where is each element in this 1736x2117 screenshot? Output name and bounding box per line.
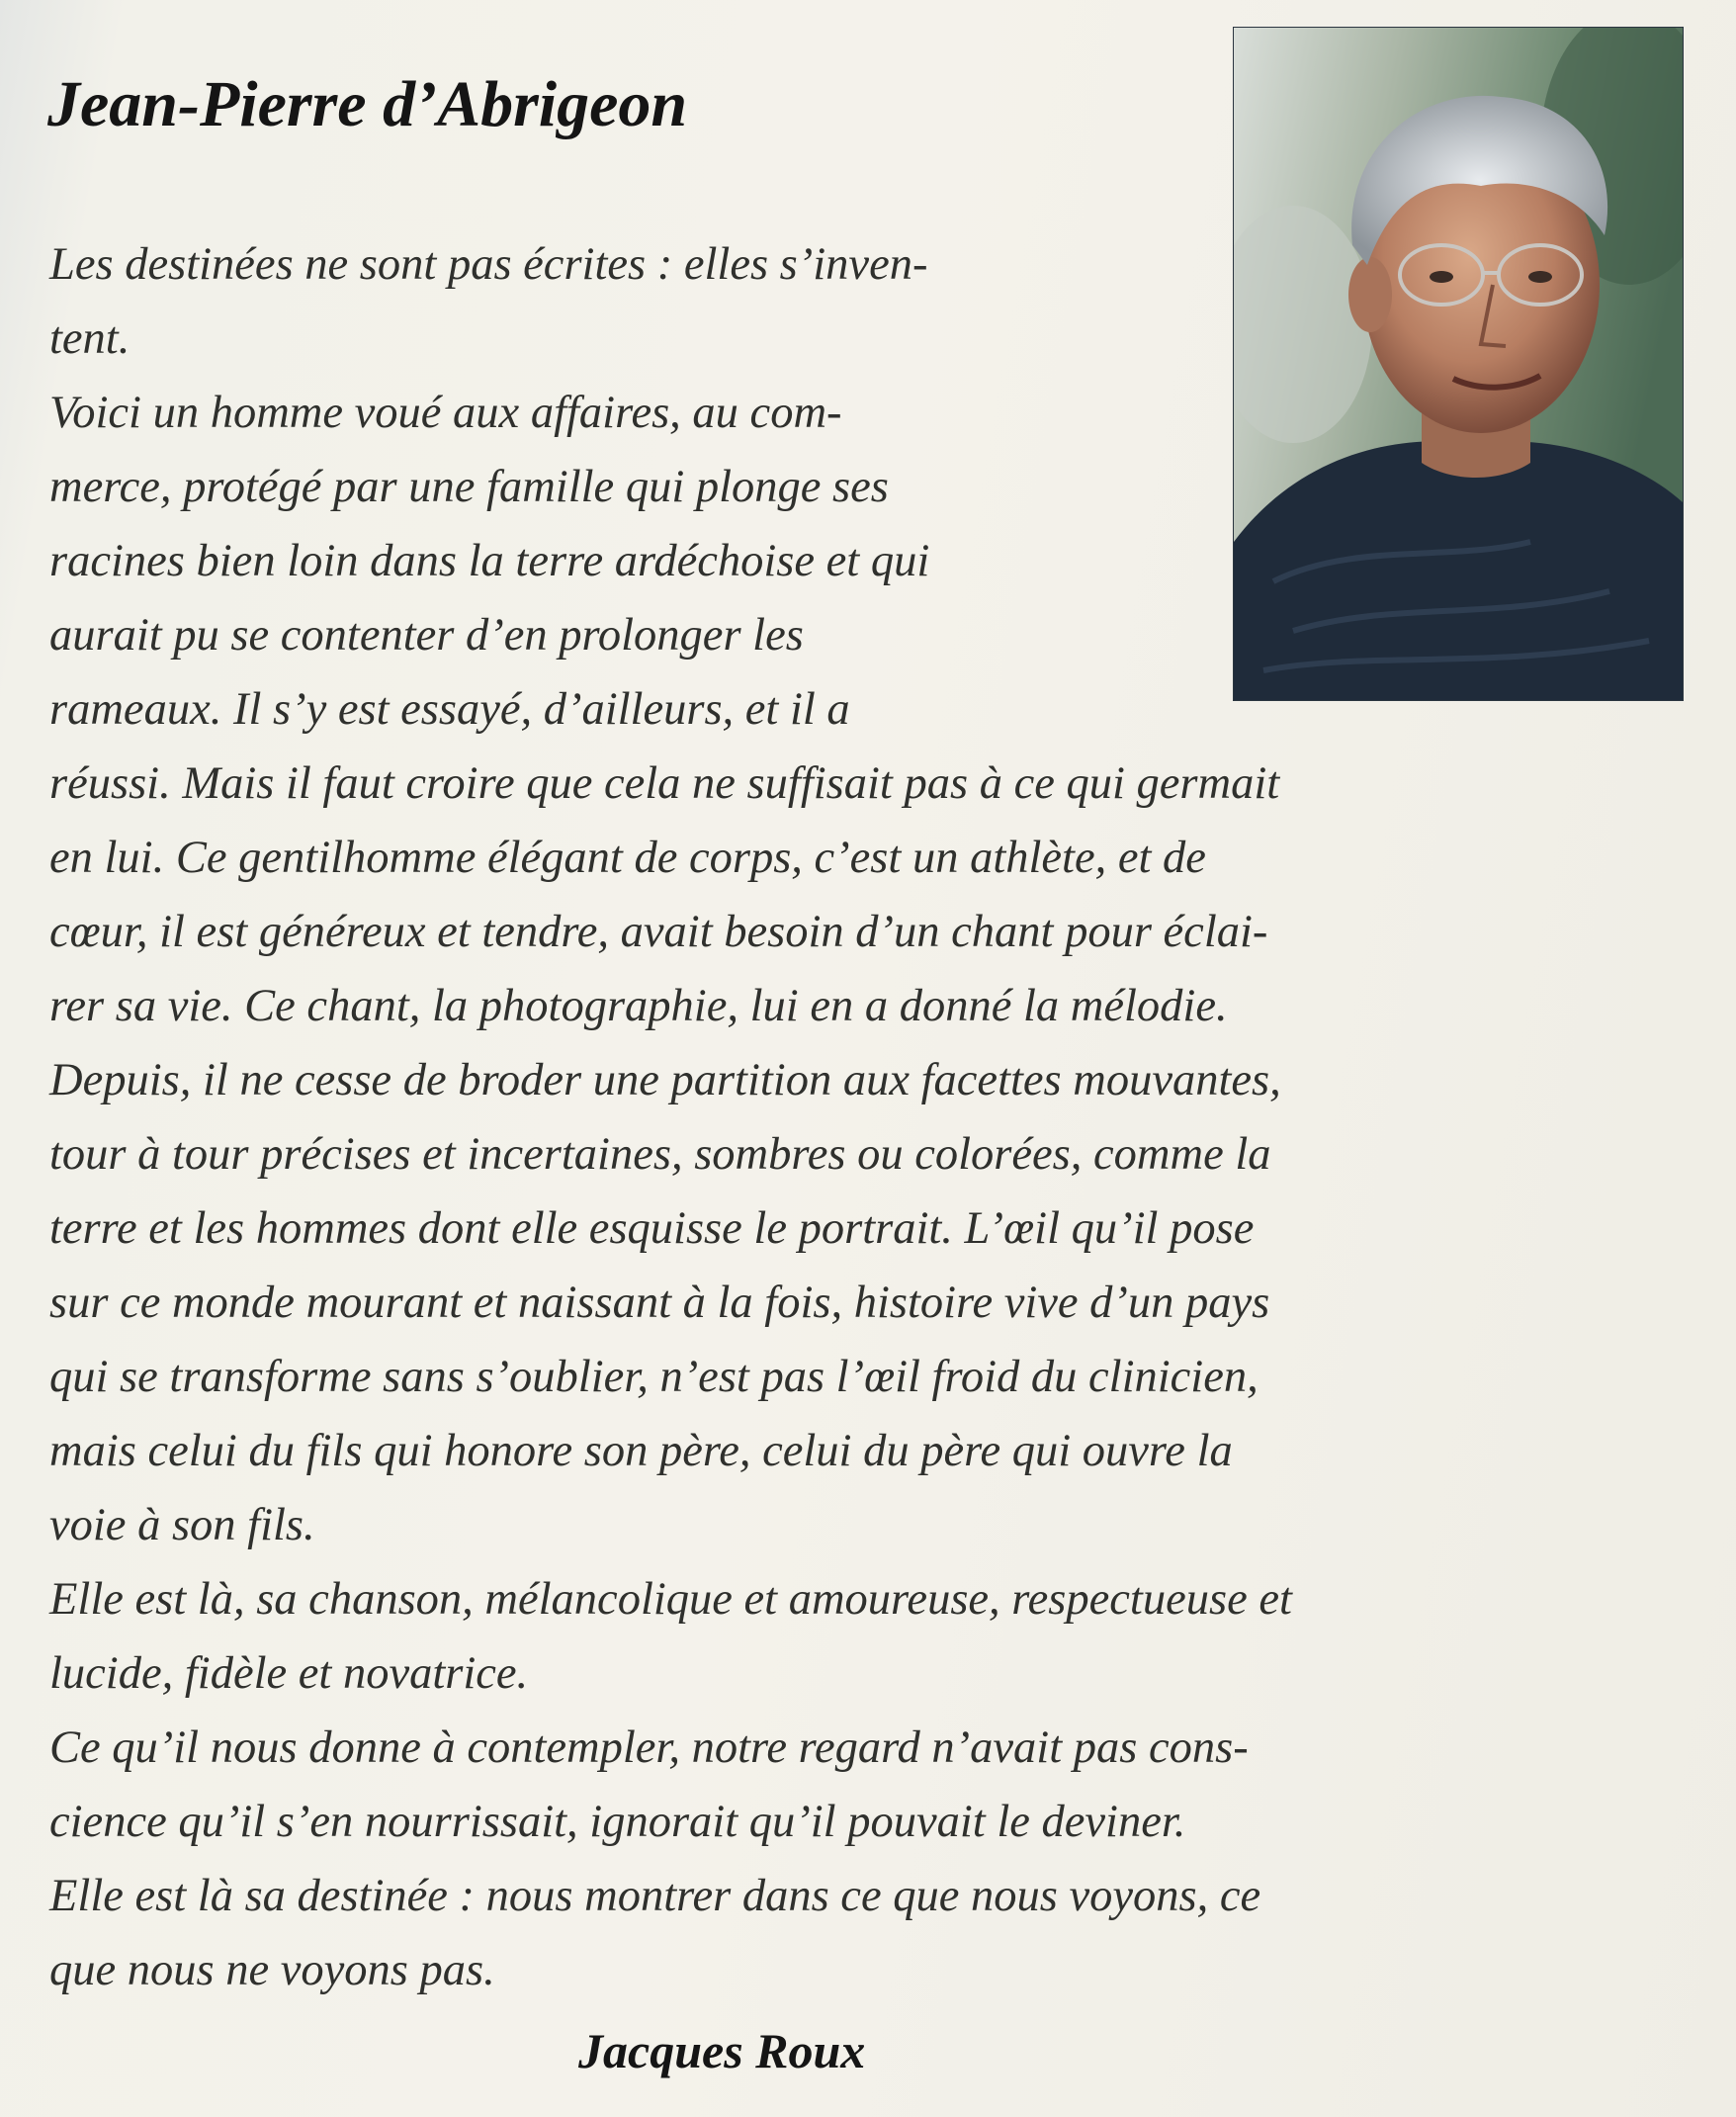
text-line: sur ce monde mourant et naissant à la fois, histoire vive d’un pays xyxy=(49,1278,1270,1328)
text-line: cience qu’il s’en nourrissait, ignorait qu’il pouvait le deviner. xyxy=(49,1797,1186,1847)
text-line: cœur, il est généreux et tendre, avait besoin d’un chant pour éclai- xyxy=(49,907,1268,957)
text-line: terre et les hommes dont elle esquisse le portrait. L’œil qu’il pose xyxy=(49,1203,1255,1254)
text-line: voie à son fils. xyxy=(49,1500,315,1550)
text-line: Voici un homme voué aux affaires, au com- xyxy=(49,388,842,438)
text-line: rer sa vie. Ce chant, la photographie, lui en a donné la mélodie. xyxy=(49,981,1228,1031)
text-line: merce, protégé par une famille qui plonge ses xyxy=(49,462,889,512)
text-line: Ce qu’il nous donne à contempler, notre regard n’avait pas cons- xyxy=(49,1722,1249,1773)
text-line: réussi. Mais il faut croire que cela ne suffisait pas à ce qui germait xyxy=(49,758,1280,809)
text-line: tour à tour précises et incertaines, sombres ou colorées, comme la xyxy=(49,1129,1271,1180)
text-line: que nous ne voyons pas. xyxy=(49,1945,495,1995)
text-line: qui se transforme sans s’oublier, n’est pas l’œil froid du clinicien, xyxy=(49,1352,1259,1402)
text-line: Les destinées ne sont pas écrites : elles s’inven- xyxy=(49,239,928,290)
signature: Jacques Roux xyxy=(578,2023,866,2078)
text-line: Elle est là sa destinée : nous montrer dans ce que nous voyons, ce xyxy=(49,1871,1261,1921)
text-line: rameaux. Il s’y est essayé, d’ailleurs, et il a xyxy=(49,684,850,735)
text-line: tent. xyxy=(49,313,130,364)
author-portrait-photo xyxy=(1234,28,1683,700)
text-line: aurait pu se contenter d’en prolonger les xyxy=(49,610,804,661)
text-line: Elle est là, sa chanson, mélancolique et amoureuse, respectueuse et xyxy=(49,1574,1292,1625)
text-line: mais celui du fils qui honore son père, celui du père qui ouvre la xyxy=(49,1426,1233,1476)
body-text xyxy=(49,227,1292,2007)
text-line: lucide, fidèle et novatrice. xyxy=(49,1648,529,1699)
text-line: en lui. Ce gentilhomme élégant de corps, c’est un athlète, et de xyxy=(49,833,1206,883)
author-name-heading: Jean-Pierre d’Abrigeon xyxy=(47,68,688,140)
text-line: Depuis, il ne cesse de broder une partition aux facettes mouvantes, xyxy=(49,1055,1281,1105)
text-line: racines bien loin dans la terre ardéchoise et qui xyxy=(49,536,930,586)
